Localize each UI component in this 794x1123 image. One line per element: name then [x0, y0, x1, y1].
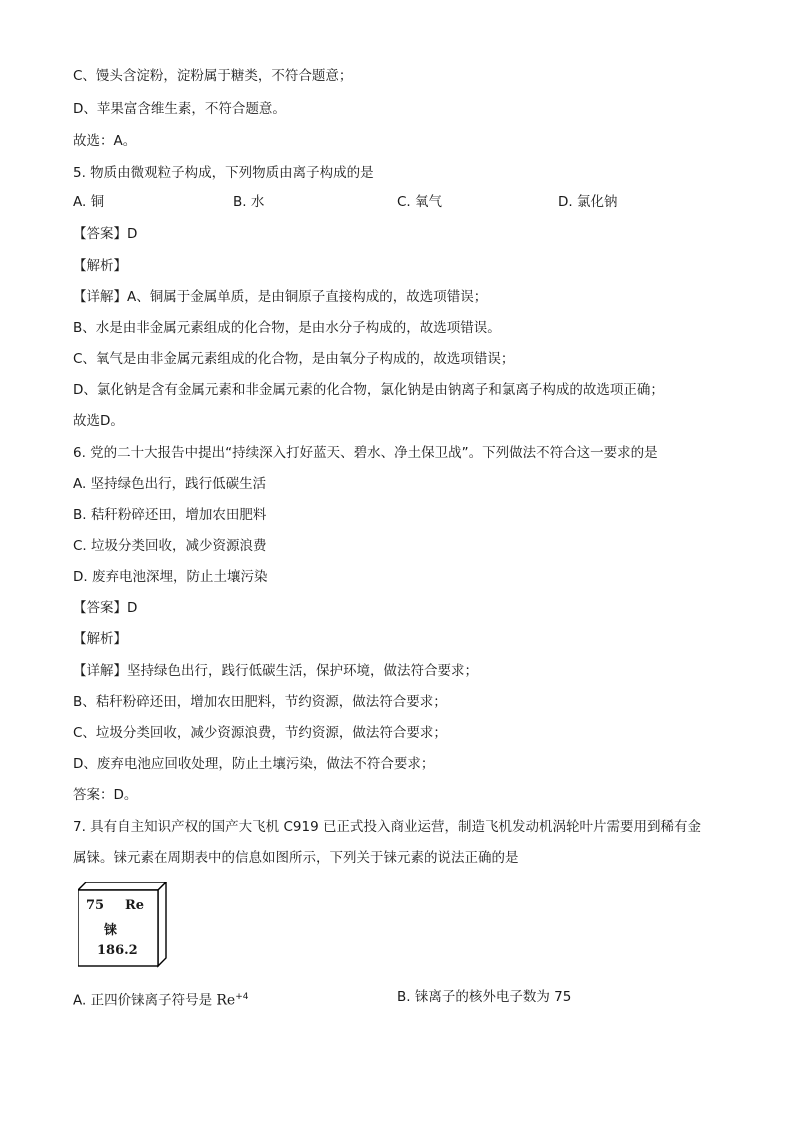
- element-card-frame: [78, 882, 168, 972]
- question-7-line: 属铼。铼元素在周期表中的信息如图所示，下列关于铼元素的说法正确的是: [73, 850, 519, 866]
- element-name: 铼: [104, 923, 118, 938]
- q6-option-b: B. 秸秆粉碎还田，增加农田肥料: [73, 507, 267, 523]
- detail-5-line: C、氧气是由非金属元素组成的化合物，是由氧分子构成的，故选项错误；: [73, 351, 515, 367]
- q6-option-d: D. 废弃电池深埋，防止土壤污染: [73, 569, 268, 585]
- analysis-6-heading: 【解析】: [73, 631, 127, 647]
- q5-option-b: B. 水: [233, 194, 265, 210]
- detail-5-line: 【详解】A、铜属于金属单质，是由铜原子直接构成的，故选项错误；: [73, 289, 488, 305]
- q5-option-d: D. 氯化钠: [558, 194, 618, 210]
- detail-5-line: B、水是由非金属元素组成的化合物，是由水分子构成的，故选项错误。: [73, 320, 501, 336]
- answer-6: 【答案】D: [73, 600, 138, 616]
- q7-option-a-ion: Re: [216, 992, 236, 1009]
- detail-6-line: B、秸秆粉碎还田，增加农田肥料，节约资源，做法符合要求；: [73, 694, 447, 710]
- question-7-line: 7. 具有自主知识产权的国产大飞机 C919 已正式投入商业运营，制造飞机发动机涡轮叶片需要用到稀有金: [73, 819, 701, 835]
- periodic-element-card: [78, 882, 160, 964]
- element-atomic-number: 75: [86, 898, 105, 913]
- text-line: 故选：A。: [73, 133, 137, 149]
- q7-option-a-charge: +4: [235, 992, 249, 1002]
- detail-5-line: 故选D。: [73, 413, 124, 429]
- question-5: 5. 物质由微观粒子构成，下列物质由离子构成的是: [73, 165, 374, 181]
- q6-option-c: C. 垃圾分类回收，减少资源浪费: [73, 538, 267, 554]
- detail-5-line: D、氯化钠是含有金属元素和非金属元素的化合物，氯化钠是由钠离子和氯离子构成的故选项正确；: [73, 382, 664, 398]
- analysis-5-heading: 【解析】: [73, 258, 127, 274]
- q7-option-b: B. 铼离子的核外电子数为 75: [397, 989, 572, 1005]
- q7-option-a: [73, 988, 248, 1010]
- text-line: D、苹果富含维生素，不符合题意。: [73, 101, 286, 117]
- q6-option-a: A. 坚持绿色出行，践行低碳生活: [73, 476, 267, 492]
- text-line: C、馒头含淀粉，淀粉属于糖类，不符合题意；: [73, 68, 353, 84]
- element-atomic-mass: 186.2: [97, 943, 138, 958]
- question-6: 6. 党的二十大报告中提出“持续深入打好蓝天、碧水、净土保卫战”。下列做法不符合这一要求的是: [73, 445, 658, 461]
- detail-6-line: 【详解】坚持绿色出行，践行低碳生活，保护环境，做法符合要求；: [73, 663, 478, 679]
- detail-6-line: C、垃圾分类回收，减少资源浪费，节约资源，做法符合要求；: [73, 725, 447, 741]
- element-symbol: Re: [125, 898, 145, 913]
- detail-6-line: 答案：D。: [73, 787, 138, 803]
- q5-option-c: C. 氧气: [397, 194, 443, 210]
- q7-option-a-text: A. 正四价铼离子符号是: [73, 992, 217, 1009]
- answer-5: 【答案】D: [73, 226, 138, 242]
- q5-option-a: A. 铜: [73, 194, 105, 210]
- detail-6-line: D、废弃电池应回收处理，防止土壤污染，做法不符合要求；: [73, 756, 435, 772]
